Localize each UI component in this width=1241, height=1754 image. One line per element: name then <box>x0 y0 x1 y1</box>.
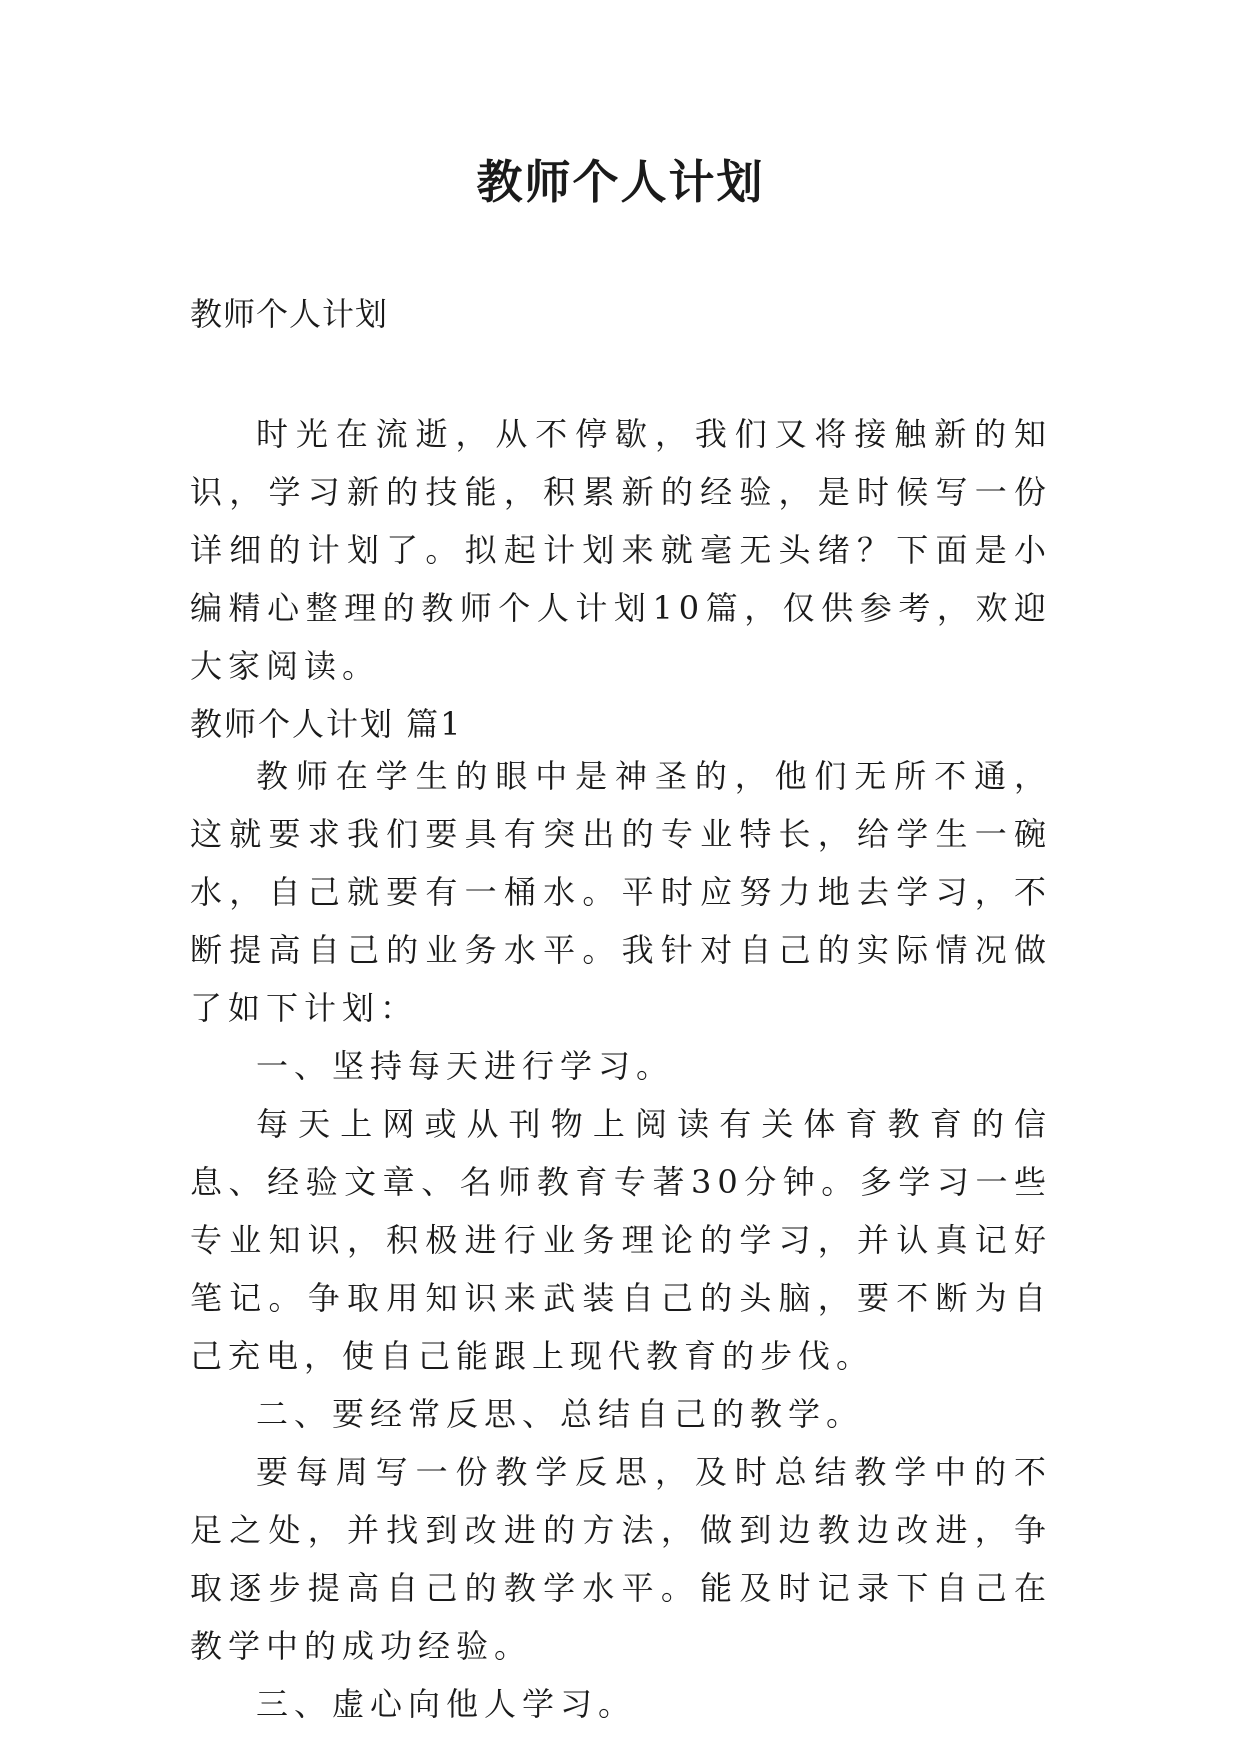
document-body <box>190 405 1052 1733</box>
document-subtitle: 教师个人计划 <box>190 295 389 333</box>
section-label: 教师个人计划 篇1 <box>190 705 463 743</box>
section-intro-paragraph: 教师在学生的眼中是神圣的，他们无所不通，这就要求我们要具有突出的专业特长，给学生一碗水，自己就要有一桶水。平时应努力地去学习，不断提高自己的业务水平。我针对自己的实际情况做了如下计划： <box>190 757 1052 1027</box>
item-2-paragraph: 要每周写一份教学反思，及时总结教学中的不足之处，并找到改进的方法，做到边教边改进，争取逐步提高自己的教学水平。能及时记录下自己在教学中的成功经验。 <box>190 1453 1052 1665</box>
item-2-heading: 二、要经常反思、总结自己的教学。 <box>256 1395 865 1433</box>
intro-paragraph: 时光在流逝，从不停歇，我们又将接触新的知识，学习新的技能，积累新的经验，是时候写一份详细的计划了。拟起计划来就毫无头绪？下面是小编精心整理的教师个人计划10篇，仅供参考，欢迎大家阅读。 <box>190 415 1052 685</box>
item-1-paragraph: 每天上网或从刊物上阅读有关体育教育的信息、经验文章、名师教育专著30分钟。多学习一些专业知识，积极进行业务理论的学习，并认真记好笔记。争取用知识来武装自己的头脑，要不断为自己充电，使自己能跟上现代教育的步伐。 <box>190 1105 1052 1375</box>
document-title: 教师个人计划 <box>476 155 765 209</box>
item-1-heading: 一、坚持每天进行学习。 <box>256 1047 675 1085</box>
item-3-heading: 三、虚心向他人学习。 <box>256 1685 637 1723</box>
